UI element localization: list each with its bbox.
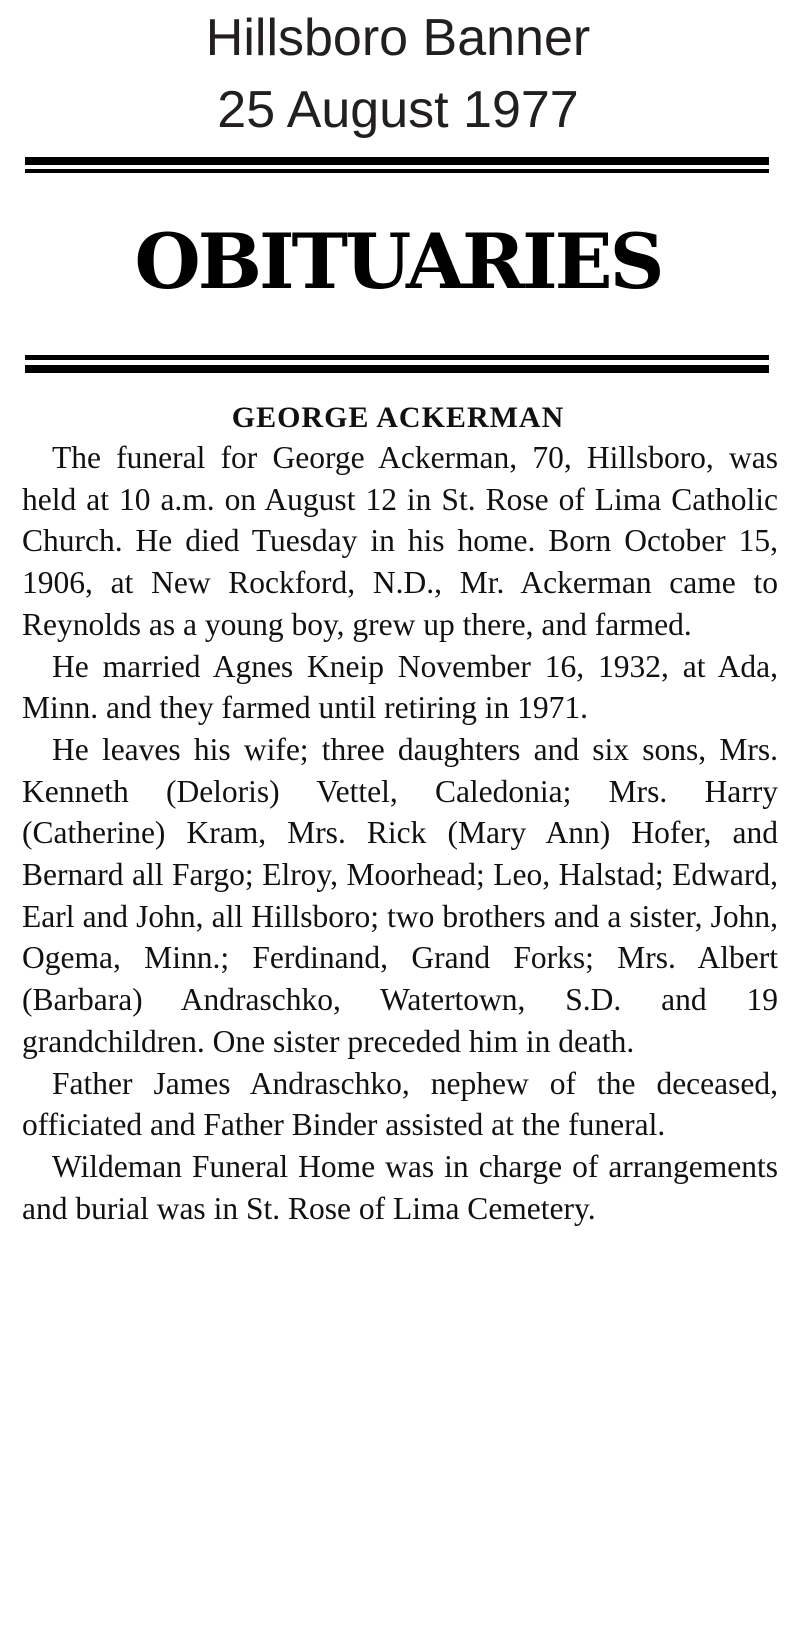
top-rule-thick [25,157,769,165]
publication-date: 25 August 1977 [217,81,579,139]
obituary-body [22,437,778,1229]
section-title: OBITUARIES [134,217,662,306]
paragraph-1: The funeral for George Ackerman, 70, Hillsboro, was held at 10 a.m. on August 12 in St. Rose of Lima Catholic Church. He died Tuesday in his home. Born October 15, 1906, at New Rockford, N.D., Mr. Ackerman came to Reynolds as a young boy, grew up there, and farmed. [22,440,778,642]
top-rule-thin [25,169,769,173]
paragraph-2: He married Agnes Kneip November 16, 1932, at Ada, Minn. and they farmed until retiring in 1971. [22,648,778,726]
bottom-rule-thin [25,355,769,360]
paragraph-5: Wildeman Funeral Home was in charge of arrangements and burial was in St. Rose of Lima Cemetery. [22,1148,778,1226]
paragraph-4: Father James Andraschko, nephew of the deceased, officiated and Father Binder assisted at the funeral. [22,1065,778,1143]
bottom-rule-thick [25,365,769,373]
obituary-headline: GEORGE ACKERMAN [231,401,565,434]
publication-name: Hillsboro Banner [205,9,591,67]
paragraph-3: He leaves his wife; three daughters and six sons, Mrs. Kenneth (Deloris) Vettel, Caledonia; Mrs. Harry (Catherine) Kram, Mrs. Rick (Mary Ann) Hofer, and Bernard all Fargo; Elroy, Moorhead; Leo, Halstad; Edward, Earl and John, all Hillsboro; two brothers and a sister, John, Ogema, Minn.; Ferdinand, Grand Forks; Mrs. Albert (Barbara) Andraschko, Watertown, S.D. and 19 grandchildren. One sister preceded him in death. [22,731,778,1059]
